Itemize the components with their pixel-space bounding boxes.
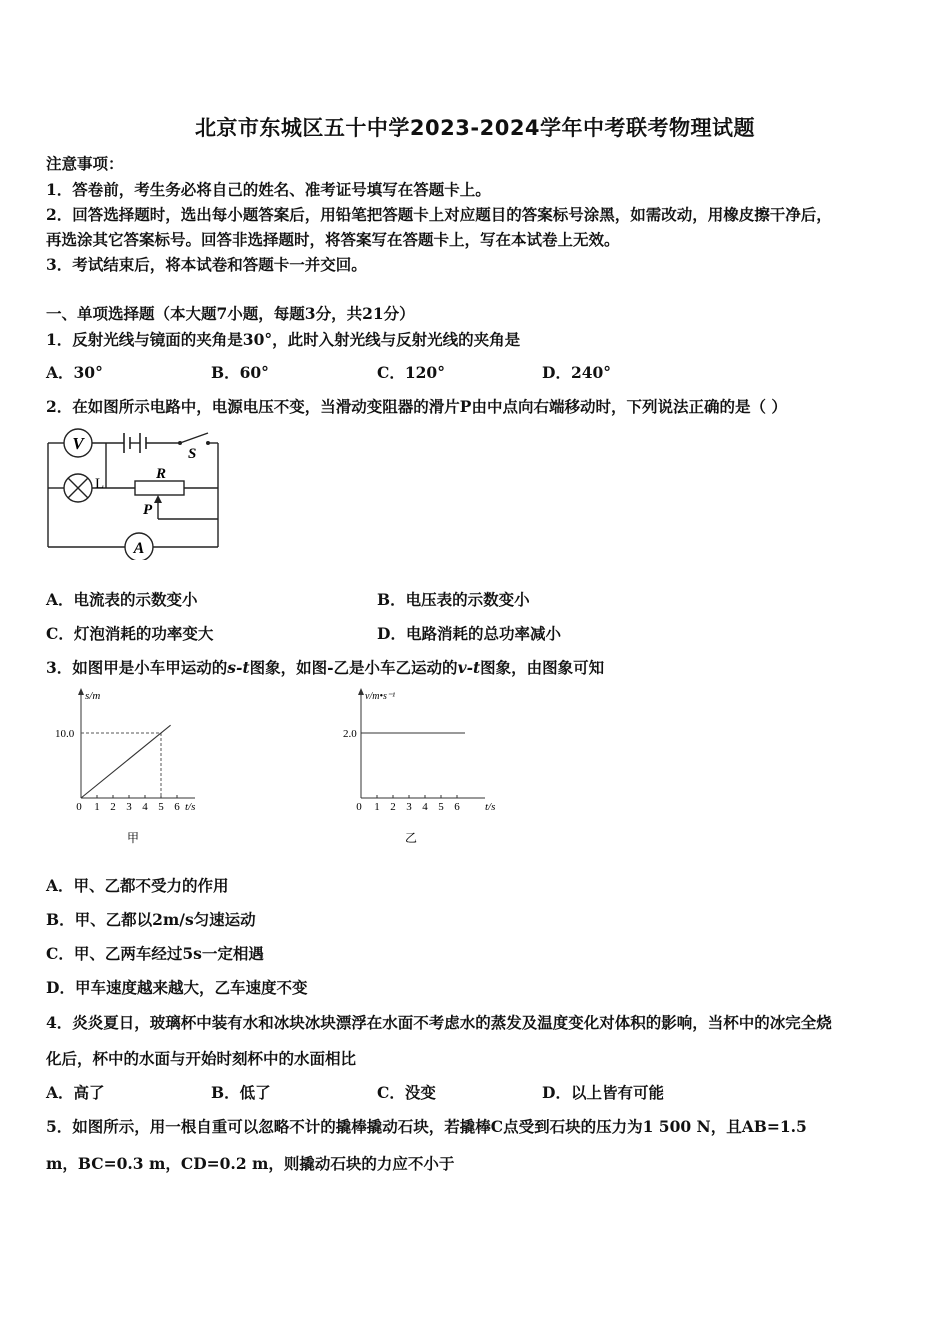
q3-option-d: D．甲车速度越来越大，乙车速度不变 [46, 978, 308, 997]
notice-item: 2．回答选择题时，选出每小题答案后，用铅笔把答题卡上对应题目的答案标号涂黑，如需改动，用橡皮擦干净后， [46, 205, 832, 224]
x-tick-label: 6 [454, 801, 460, 813]
lamp-label: L [95, 476, 105, 492]
question-4-stem-line1: 4．炎炎夏日，玻璃杯中装有水和冰块冰块漂浮在水面不考虑水的蒸发及温度变化对体积的影响，当杯中的冰完全烧 [46, 1013, 832, 1032]
x-axis-label: t/s [185, 801, 196, 813]
page-title: 北京市东城区五十中学2023-2024学年中考联考物理试题 [194, 116, 756, 140]
x-tick-label: 5 [158, 801, 164, 813]
chart-yi-vt-graph [325, 685, 515, 850]
notice-item: 再选涂其它答案标号。回答非选择题时，将答案写在答题卡上，写在本试卷上无效。 [46, 230, 620, 249]
section-heading: 一、单项选择题（本大题7小题，每题3分，共21分） [46, 304, 415, 323]
circuit-diagram [40, 425, 230, 560]
x-tick-label: 2 [110, 801, 116, 813]
switch-label: S [188, 446, 197, 462]
question-5-stem-line2: m，BC=0.3 m，CD=0.2 m，则撬动石块的力应不小于 [46, 1154, 455, 1173]
x-tick-label: 3 [126, 801, 132, 813]
q4-option-c: C．没变 [377, 1083, 436, 1102]
q1-option-d: D．240° [542, 363, 612, 382]
q1-option-c: C．120° [377, 363, 445, 382]
y-axis-label: v/m•s⁻¹ [365, 691, 396, 702]
ammeter-label: A [133, 540, 145, 557]
q2-option-c: C．灯泡消耗的功率变大 [46, 624, 214, 643]
y-axis-label: s/m [85, 690, 101, 702]
notice-item: 3．考试结束后，将本试卷和答题卡一并交回。 [46, 255, 367, 274]
x-axis-label: t/s [485, 801, 496, 813]
x-tick-label: 2 [390, 801, 396, 813]
x-tick-label: 1 [94, 801, 100, 813]
q3-option-c: C．甲、乙两车经过5s一定相遇 [46, 944, 264, 963]
q4-option-b: B．低了 [211, 1083, 271, 1102]
x-tick-label: 3 [406, 801, 412, 813]
chart-caption: 甲 [126, 831, 140, 845]
question-5-stem-line1: 5．如图所示，用一根自重可以忽略不计的撬棒撬动石块，若撬棒C点受到石块的压力为1 500 N，且AB=1.5 [46, 1117, 807, 1136]
series-line [81, 725, 171, 798]
y-tick-label: 2.0 [343, 728, 357, 740]
x-tick-label: 0 [356, 801, 362, 813]
notice-heading: 注意事项： [46, 154, 124, 173]
q2-option-a: A．电流表的示数变小 [46, 590, 198, 609]
slider-label: P [143, 502, 153, 518]
q3-option-a: A．甲、乙都不受力的作用 [46, 876, 229, 895]
question-1-stem: 1．反射光线与镜面的夹角是30°，此时入射光线与反射光线的夹角是 [46, 330, 521, 349]
q2-option-d: D．电路消耗的总功率减小 [377, 624, 561, 643]
q1-option-b: B．60° [211, 363, 269, 382]
x-tick-label: 5 [438, 801, 444, 813]
q4-option-a: A．高了 [46, 1083, 105, 1102]
x-tick-label: 0 [76, 801, 82, 813]
question-3-stem: 3．如图甲是小车甲运动的s-t图象，如图-乙是小车乙运动的v-t图象，由图象可知 [46, 658, 605, 677]
q2-option-b: B．电压表的示数变小 [377, 590, 530, 609]
chart-caption: 乙 [404, 831, 418, 845]
notice-item: 1．答卷前，考生务必将自己的姓名、准考证号填写在答题卡上。 [46, 180, 491, 199]
question-2-stem: 2．在如图所示电路中，电源电压不变，当滑动变阻器的滑片P由中点向右端移动时，下列说法正确的是（ ） [46, 397, 787, 416]
resistor-label: R [156, 466, 167, 482]
voltmeter-label: V [72, 434, 84, 453]
y-tick-label: 10.0 [55, 728, 75, 740]
q1-option-a: A．30° [46, 363, 103, 382]
chart-jia-st-graph [45, 685, 215, 850]
x-tick-label: 6 [174, 801, 180, 813]
q4-option-d: D．以上皆有可能 [542, 1083, 664, 1102]
x-tick-label: 4 [142, 801, 148, 813]
q3-option-b: B．甲、乙都以2m/s匀速运动 [46, 910, 256, 929]
question-4-stem-line2: 化后，杯中的水面与开始时刻杯中的水面相比 [46, 1049, 357, 1068]
x-tick-label: 4 [422, 801, 428, 813]
x-tick-label: 1 [374, 801, 380, 813]
